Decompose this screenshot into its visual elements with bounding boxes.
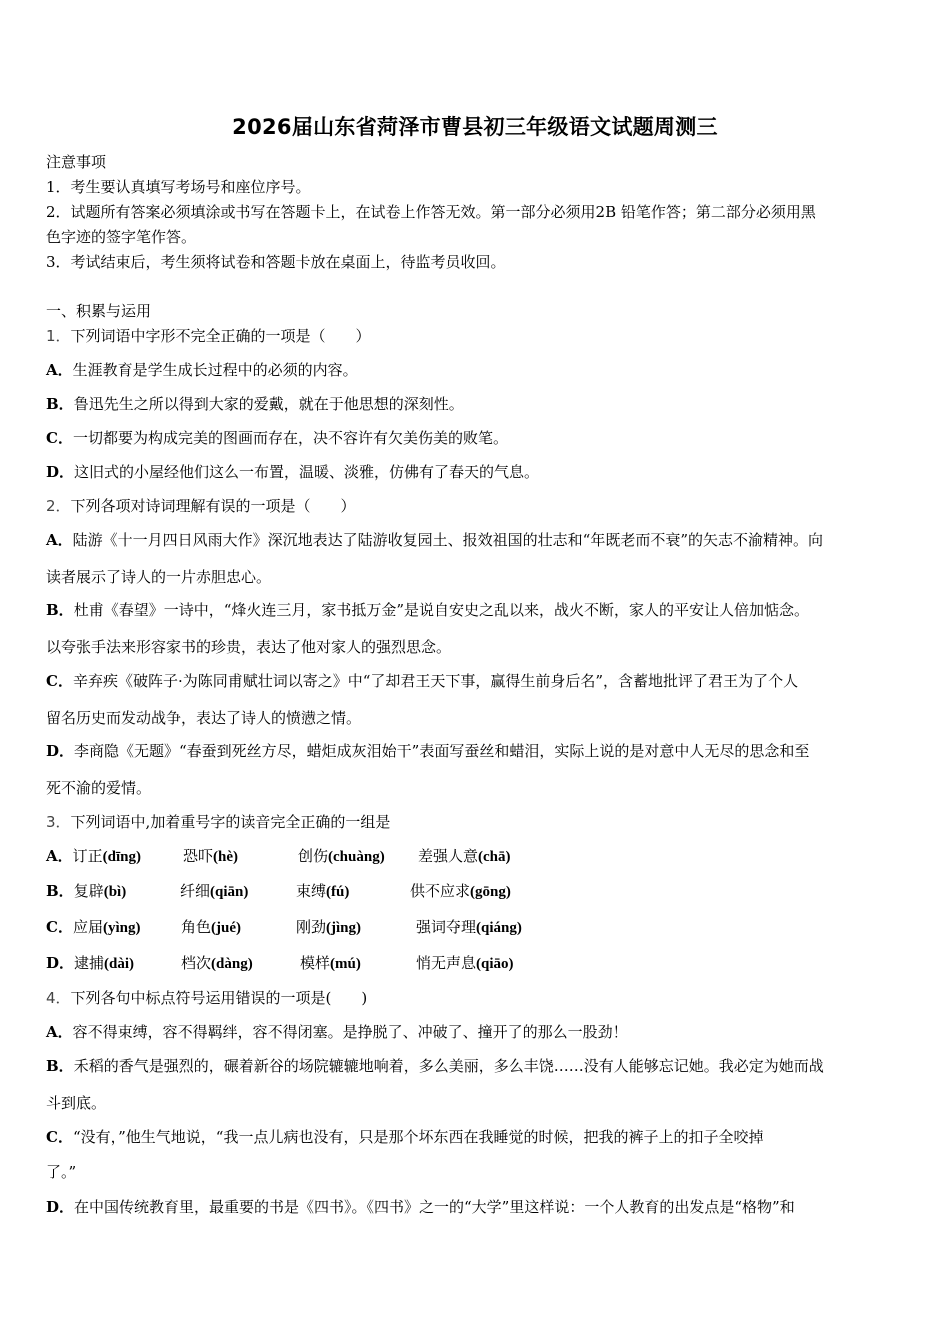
option-row: B．鲁迅先生之所以得到大家的爱戴，就在于他思想的深刻性。 (46, 395, 464, 413)
question-4-stem: 4．下列各句中标点符号运用错误的一项是( ) (46, 989, 368, 1007)
section-heading: 一、积累与运用 (46, 302, 152, 320)
option-row: A．陆游《十一月四日风雨大作》深沉地表达了陆游收复园土、报效祖国的壮志和“年既老而不衰”的矢志不渝精神。向 (46, 531, 823, 549)
question-number: 1． (46, 327, 71, 345)
notice-item: 3．考试结束后，考生须将试卷和答题卡放在桌面上，待监考员收回。 (46, 253, 506, 271)
option-row: A．生涯教育是学生成长过程中的必须的内容。 (46, 361, 358, 379)
question-number: 4． (46, 989, 71, 1007)
option-continuation: 读者展示了诗人的一片赤胆忠心。 (46, 568, 272, 586)
option-continuation: 死不渝的爱情。 (46, 779, 152, 797)
question-2-stem: 2．下列各项对诗词理解有误的一项是（ ） (46, 497, 356, 515)
option-row: A．容不得束缚，容不得羁绊，容不得闭塞。是挣脱了、冲破了、撞开了的那么一股劲！ (46, 1023, 628, 1041)
question-number: 2． (46, 497, 71, 515)
page-title: 2026届山东省菏泽市曹县初三年级语文试题周测三 (232, 115, 718, 139)
option-row: B．杜甫《春望》一诗中，“烽火连三月，家书抵万金”是说自安史之乱以来，战火不断，家人的平安让人倍加惦念。 (46, 601, 810, 619)
question-3-stem: 3．下列词语中,加着重号字的读音完全正确的一组是 (46, 813, 391, 831)
option-continuation: 留名历史而发动战争，表达了诗人的愤懑之情。 (46, 709, 362, 727)
notice-item: 色字迹的签字笔作答。 (46, 228, 197, 246)
notice-item: 2．试题所有答案必须填涂或书写在答题卡上，在试卷上作答无效。第一部分必须用2B 铅笔作答；第二部分必须用黑 (46, 203, 816, 221)
option-row: B．禾稻的香气是强烈的，碾着新谷的场院辘辘地响着，多么美丽，多么丰饶……没有人能够忘记她。我必定为她而战 (46, 1057, 824, 1075)
option-continuation: 斗到底。 (46, 1094, 107, 1112)
option-row: C．一切都要为构成完美的图画而存在，决不容许有欠美伤美的败笔。 (46, 429, 508, 447)
notice-heading: 注意事项 (46, 153, 107, 171)
question-1-stem: 1．下列词语中字形不完全正确的一项是（ ） (46, 327, 371, 345)
notice-item: 1．考生要认真填写考场号和座位序号。 (46, 178, 311, 196)
option-row: D．在中国传统教育里，最重要的书是《四书》。《四书》之一的“大学”里这样说：一个人教育的出发点是“格物”和 (46, 1198, 795, 1216)
option-row: C．辛弃疾《破阵子·为陈同甫赋壮词以寄之》中“了却君王天下事，赢得生前身后名”，含蓄地批评了君王为了个人 (46, 672, 799, 690)
option-continuation: 了。” (46, 1163, 77, 1181)
option-continuation: 以夸张手法来形容家书的珍贵，表达了他对家人的强烈思念。 (46, 638, 452, 656)
question-number: 3． (46, 813, 71, 831)
exam-page: 2026届山东省菏泽市曹县初三年级语文试题周测三 注意事项 1．考生要认真填写考场号和座位序号。 2．试题所有答案必须填涂或书写在答题卡上，在试卷上作答无效。第一部分必须用2B 铅笔作答；第二部分必须用黑 色字迹的签字笔作答。 3．考试结束后，考生须将试卷和答题卡放在桌面上，待监考员收回。 一、积累与运用 1．下列词语中字形不完全正确的一项是（ ） A．生涯教育是学生成长过程中的必须的内容。 B．鲁迅先生之所以得到大家的爱戴，就在于他思想的深刻性。 C．一切都要为构成完美的图画而存在，决不容许有欠美伤美的败笔。 D．这旧式的小屋经他们这么一布置，温暖、淡雅，仿佛有了春天的气息。 2．下列各项对诗词理解有误的一项是（ ） A．陆游《十一月四日风雨大作》深沉地表达了陆游收复园土、报效祖国的壮志和“年既老而不衰”的矢志不渝精神。向 读者展示了诗人的一片赤胆忠心。 B．杜甫《春望》一诗中，“烽火连三月，家书抵万金”是说自安史之乱以来，战火不断，家人的平安让人倍加惦念。 以夸张手法来形容家书的珍贵，表达了他对家人的强烈思念。 C．辛弃疾《破阵子·为陈同甫赋壮词以寄之》中“了却君王天下事，赢得生前身后名”，含蓄地批评了君王为了个人 留名历史而发动战争，表达了诗人的愤懑之情。 D．李商隐《无题》“春蚕到死丝方尽，蜡炬成灰泪始干”表面写蚕丝和蜡泪，实际上说的是对意中人无尽的思念和至 死不渝的爱情。 3．下列词语中,加着重号字的读音完全正确的一组是 A．订正(dīng) 恐吓(hè) 创伤(chuàng) 差强人意(chā) B．复辟(bì) 纤细(qiān) 束缚(fú) 供不应求(gōng) C．应届(yìng) 角色(jué) 刚劲(jìng) 强词夺理(qiáng) D．逮捕(dài) 档次(dàng) 模样(mú) 悄无声息(qiāo) 4．下列各句中标点符号运用错误的一项是( ) A．容不得束缚，容不得羁绊，容不得闭塞。是挣脱了、冲破了、撞开了的那么一股劲！ B．禾稻的香气是强烈的，碾着新谷的场院辘辘地响着，多么美丽，多么丰饶……没有人能够忘记她。我必定为她而战 斗到底。 C．“没有，”他生气地说，“我一点儿病也没有，只是那个坏东西在我睡觉的时候，把我的裤子上的扣子全咬掉 了。” D．在中国传统教育里，最重要的书是《四书》。《四书》之一的“大学”里这样说：一个人教育的出发点是“格物”和 (0, 0, 950, 1344)
option-row: D．这旧式的小屋经他们这么一布置，温暖、淡雅，仿佛有了春天的气息。 (46, 463, 540, 481)
option-row: C．“没有，”他生气地说，“我一点儿病也没有，只是那个坏东西在我睡觉的时候，把我的裤子上的扣子全咬掉 (46, 1128, 764, 1146)
option-row: D．李商隐《无题》“春蚕到死丝方尽，蜡炬成灰泪始干”表面写蚕丝和蜡泪，实际上说的是对意中人无尽的思念和至 (46, 742, 810, 760)
